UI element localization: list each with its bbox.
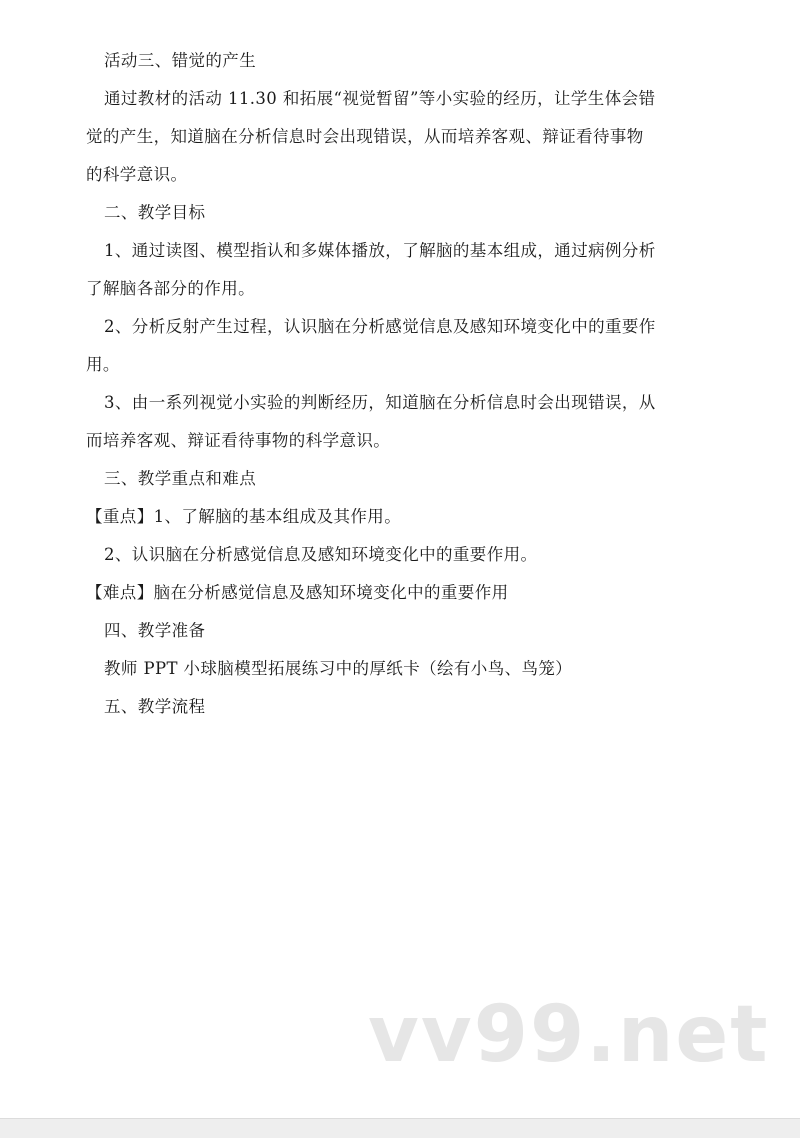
- keypoint-label: 【重点】: [86, 507, 154, 526]
- paragraph-line: 1、通过读图、模型指认和多媒体播放，了解脑的基本组成，通过病例分析: [104, 241, 656, 260]
- paragraph-line: 用。: [86, 355, 120, 374]
- difficulty-label: 【难点】: [86, 583, 154, 602]
- watermark: vv99.net: [368, 990, 770, 1080]
- goal-item-1: [86, 232, 708, 308]
- paragraph-line: 3、由一系列视觉小实验的判断经历，知道脑在分析信息时会出现错误，从: [104, 393, 656, 412]
- paragraph-line: 而培养客观、辩证看待事物的科学意识。: [86, 431, 391, 450]
- preparation-text: 教师 PPT 小球脑模型拓展练习中的厚纸卡（绘有小鸟、鸟笼）: [104, 659, 573, 678]
- goal-item-3: [86, 384, 708, 460]
- activity3-paragraph: [86, 80, 708, 194]
- section-heading-key-difficult: 三、教学重点和难点: [104, 469, 257, 488]
- activity3-heading: 活动三、错觉的产生: [104, 51, 257, 70]
- goal-item-2: [86, 308, 708, 384]
- document-body: [86, 42, 708, 726]
- keypoint-item-2: 2、认识脑在分析感觉信息及感知环境变化中的重要作用。: [104, 545, 538, 564]
- difficulty-line: [86, 574, 708, 612]
- paragraph-line: 通过教材的活动 11.30 和拓展“视觉暂留”等小实验的经历，让学生体会错: [104, 89, 656, 108]
- page-bottom-bar: [0, 1118, 800, 1138]
- keypoint-line: [86, 498, 708, 536]
- section-heading-process: 五、教学流程: [104, 697, 206, 716]
- keypoint-item-1: 1、了解脑的基本组成及其作用。: [153, 507, 402, 526]
- section-heading-preparation: 四、教学准备: [104, 621, 206, 640]
- paragraph-line: 了解脑各部分的作用。: [86, 279, 255, 298]
- paragraph-line: 觉的产生，知道脑在分析信息时会出现错误，从而培养客观、辩证看待事物: [86, 127, 644, 146]
- section-heading-goals: 二、教学目标: [104, 203, 206, 222]
- paragraph-line: 的科学意识。: [86, 165, 188, 184]
- difficulty-text: 脑在分析感觉信息及感知环境变化中的重要作用: [153, 583, 509, 602]
- paragraph-line: 2、分析反射产生过程，认识脑在分析感觉信息及感知环境变化中的重要作: [104, 317, 656, 336]
